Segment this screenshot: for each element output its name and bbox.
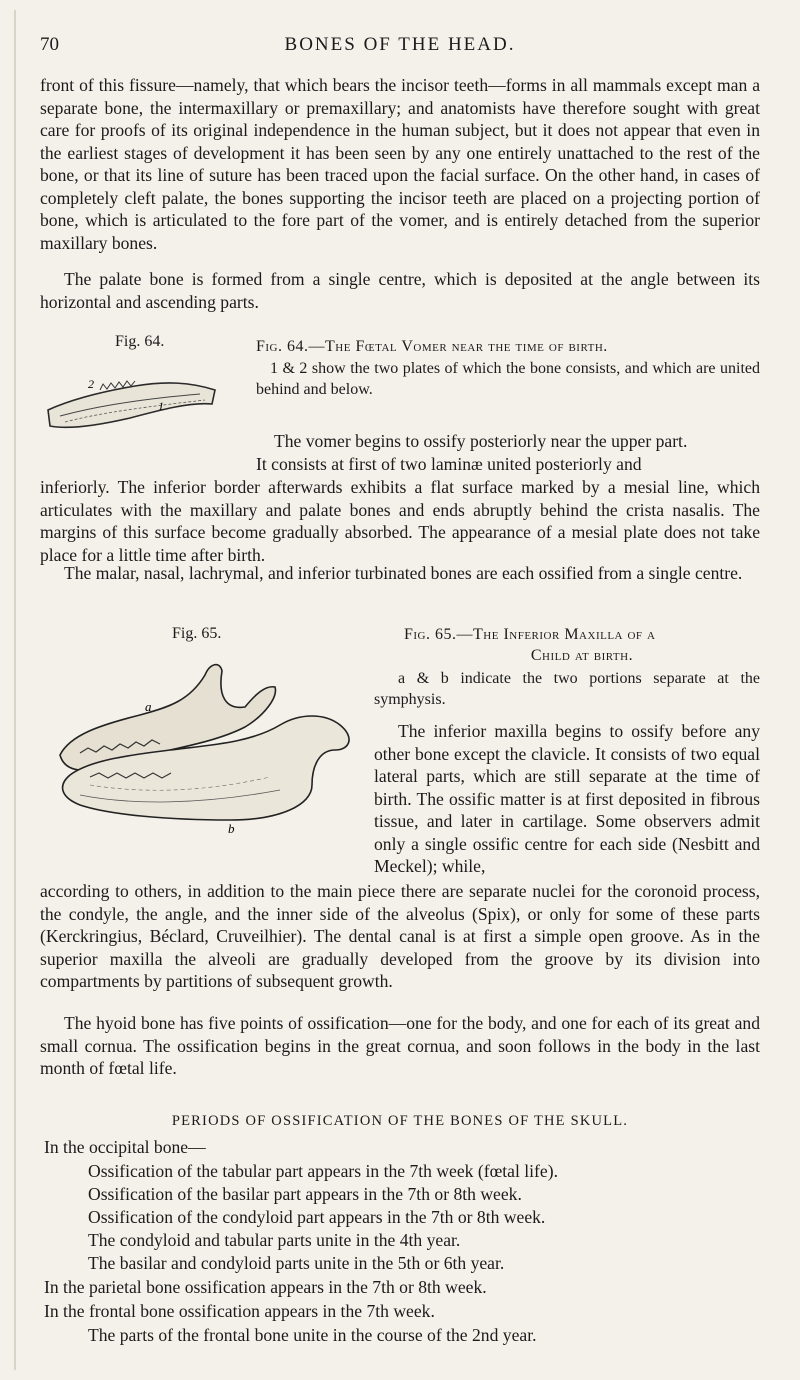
list-item: In the frontal bone ossification appears in the 7th week. [44, 1301, 435, 1321]
fig64-caption-title: Fig. 64.—The Fœtal Vomer near the time of birth. [256, 338, 608, 355]
list-item: Ossification of the condyloid part appears in the 7th or 8th week. [88, 1207, 546, 1227]
fig64-mark-1: 1 [158, 399, 164, 413]
paragraph-inferior-maxilla-rest: according to others, in addition to the main piece there are separate nuclei for the coronoid process, the condyle, the angle, and the inner side of the alveolus (Spix), or only for some of these parts (Kerckringius, Béclard, Cruveilhier). The dental canal is at first a simple open groove. As in the superior maxilla the alveoli are gradually developed from the groove by its division into compartments by partitions of subsequent growth. [40, 881, 760, 991]
fig64-mark-2: 2 [88, 377, 94, 391]
running-title: BONES OF THE HEAD. [284, 34, 516, 55]
fig65-caption-text: a & b indicate the two portions separate at the symphysis. [374, 670, 760, 708]
fig64-caption-text: 1 & 2 show the two plates of which the bone consists, and which are united behind and below. [256, 360, 760, 398]
paragraph-facial-bones: The malar, nasal, lachrymal, and inferior turbinated bones are each ossified from a single centre. [64, 563, 743, 583]
paragraph-vomer-line2: It consists at first of two laminæ united posteriorly and [256, 454, 642, 474]
fig65-mark-a: a [145, 699, 152, 714]
paragraph-inferior-maxilla: The inferior maxilla begins to ossify before any other bone except the clavicle. It consists of two equal lateral parts, which are still separate at the time of birth. The ossific matter is at first deposited in fibrous tissue, and later in cartilage. Some observers admit only a single ossific centre for each side (Nesbitt and Meckel); while, [374, 721, 760, 876]
page-header [40, 34, 760, 60]
list-item: Ossification of the tabular part appears in the 7th week (fœtal life). [88, 1161, 558, 1181]
list-item: The parts of the frontal bone unite in the course of the 2nd year. [88, 1325, 537, 1345]
paragraph-intermaxillary: front of this fissure—namely, that which bears the incisor teeth—forms in all mammals except man a separate bone, the intermaxillary or premaxillary; and anatomists have therefore sought with great care for proofs of its original independence in the human subject, but it does not appear that even in the earliest stages of development it has been seen by any one entirely unattached to the rest of the bone, or that its line of suture has been traced upon the facial surface. On the other hand, in cases of completely cleft palate, the bones supporting the incisor teeth are placed on a projecting portion of bone, which is articulated to the fore part of the vomer, and is entirely detached from the superior maxillary bones. [40, 75, 760, 253]
inferior-maxilla-illustration [50, 655, 370, 835]
fig65-label: Fig. 65. [172, 625, 222, 642]
fig64-label: Fig. 64. [115, 333, 165, 350]
paragraph-palate: The palate bone is formed from a single centre, which is deposited at the angle between its horizontal and ascending parts. [40, 269, 760, 312]
paragraph-vomer-line1: The vomer begins to ossify posteriorly near the upper part. [274, 431, 688, 451]
fig65-caption-title-1: Fig. 65.—The Inferior Maxilla of a [404, 626, 656, 643]
fig65-caption-title-2: Child at birth. [530, 647, 634, 664]
paragraph-vomer-rest: inferiorly. The inferior border afterwards exhibits a flat surface marked by a mesial line, which articulates with the maxillary and palate bones and ends abruptly behind the crista nasalis. The margins of this surface become gradually absorbed. The appearance of a mesial plate does not take place for a little time after birth. [40, 477, 760, 565]
list-item: In the occipital bone— [44, 1137, 206, 1157]
list-item: Ossification of the basilar part appears in the 7th or 8th week. [88, 1184, 522, 1204]
page-number: 70 [40, 34, 59, 55]
list-item: The condyloid and tabular parts unite in the 4th year. [88, 1230, 461, 1250]
fig65-mark-b: b [228, 821, 235, 835]
page-gutter-shadow [14, 10, 16, 1370]
vomer-illustration [40, 370, 230, 440]
section-title: PERIODS OF OSSIFICATION OF THE BONES OF THE SKULL. [171, 1113, 629, 1129]
paragraph-hyoid: The hyoid bone has five points of ossification—one for the body, and one for each of its great and small cornua. The ossification begins in the great cornua, and soon follows in the body in the last month of fœtal life. [40, 1013, 760, 1078]
list-item: The basilar and condyloid parts unite in the 5th or 6th year. [88, 1253, 505, 1273]
list-item: In the parietal bone ossification appears in the 7th or 8th week. [44, 1277, 487, 1297]
